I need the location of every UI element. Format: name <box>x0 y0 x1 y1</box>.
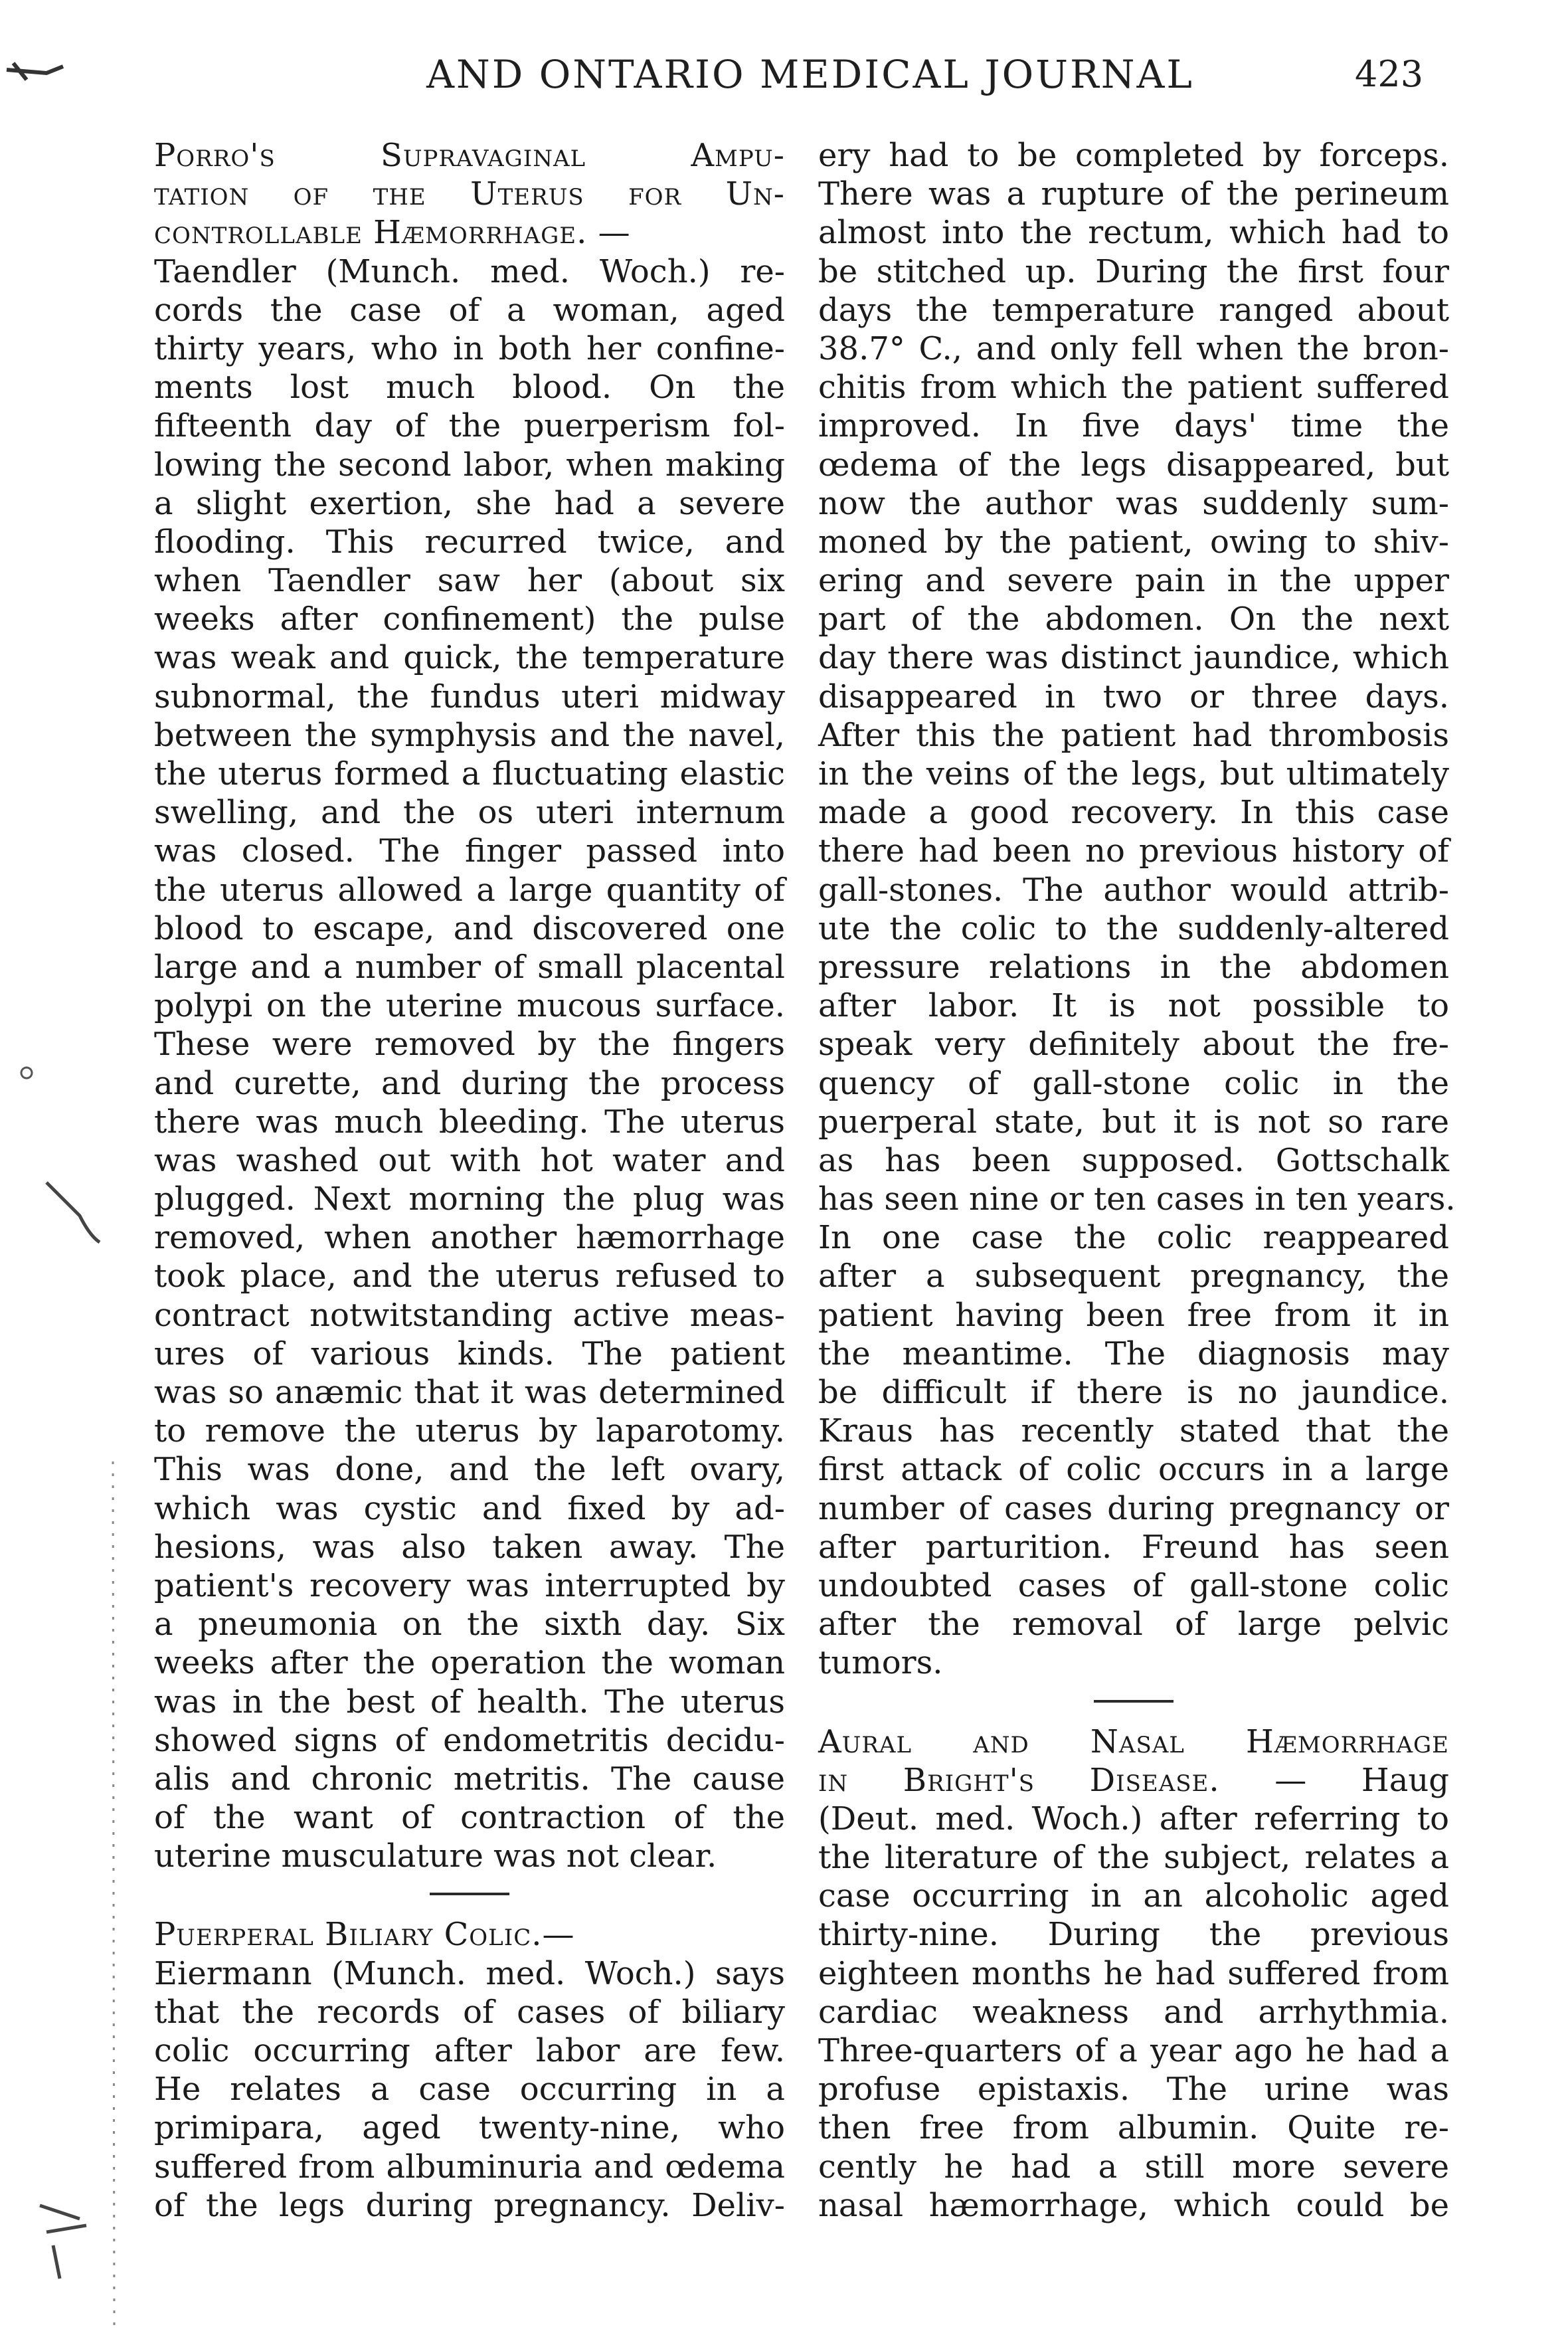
porro-body-line: ures of various kinds. The patient <box>154 1335 785 1372</box>
porro-body-line: plugged. Next morning the plug was <box>154 1180 785 1218</box>
porro-body-line: showed signs of endometritis decidu- <box>154 1721 785 1759</box>
scan-mark-dot <box>21 1068 32 1078</box>
article-author-haug: Haug <box>1361 1761 1449 1799</box>
porro-body-line: Taendler (Munch. med. Woch.) re- <box>154 252 785 290</box>
porro-body-line: was weak and quick, the temperature <box>154 639 785 677</box>
aural-nasal-body-line: thirty-nine. During the previous <box>818 1916 1449 1954</box>
biliary-colic-continued-line: Kraus has recently stated that the <box>818 1412 1449 1450</box>
aural-nasal-body-line: profuse epistaxis. The urine was <box>818 2071 1449 2109</box>
article-body-biliary-colic <box>154 1954 785 2225</box>
porro-body-line: These were removed by the fingers <box>154 1026 785 1064</box>
article-body-aural-nasal <box>818 1800 1449 2225</box>
porro-body-line: was closed. The finger passed into <box>154 832 785 870</box>
article-title-aural-nasal-line-1: Aural and Nasal Hæmorrhage <box>818 1723 1449 1760</box>
porro-body-line: was washed out with hot water and <box>154 1141 785 1179</box>
aural-nasal-body-line: nasal hæmorrhage, which could be <box>818 2186 1449 2224</box>
running-title: AND ONTARIO MEDICAL JOURNAL <box>426 52 1194 97</box>
page-number: 423 <box>1355 53 1424 95</box>
porro-body-line: cords the case of a woman, aged <box>154 291 785 329</box>
porro-body-line: the uterus allowed a large quantity of <box>154 871 785 909</box>
porro-body-line: took place, and the uterus refused to <box>154 1258 785 1295</box>
porro-body-line: swelling, and the os uteri internum <box>154 794 785 832</box>
porro-body-line: alis and chronic metritis. The cause <box>154 1760 785 1798</box>
biliary-colic-continued-line: After this the patient had thrombosis <box>818 716 1449 754</box>
biliary-colic-continued-line: after parturition. Freund has seen <box>818 1528 1449 1566</box>
biliary-colic-continued-line: gall-stones. The author would attrib- <box>818 871 1449 909</box>
biliary-colic-continued-line: days the temperature ranged about <box>818 291 1449 329</box>
biliary-colic-continued-line: part of the abdomen. On the next <box>818 601 1449 638</box>
porro-body-line: there was much bleeding. The uterus <box>154 1103 785 1141</box>
porro-body-line: weeks after the operation the woman <box>154 1644 785 1682</box>
biliary-colic-continued-line: 38.7° C., and only fell when the bron- <box>818 329 1449 367</box>
biliary-colic-continued-line: after the removal of large pelvic <box>818 1606 1449 1643</box>
biliary-colic-continued-line: disappeared in two or three days. <box>818 678 1449 715</box>
biliary-colic-continued-line: be stitched up. During the first four <box>818 252 1449 290</box>
biliary-colic-continued-line: made a good recovery. In this case <box>818 794 1449 832</box>
aural-nasal-body-line: (Deut. med. Woch.) after referring to <box>818 1800 1449 1837</box>
left-column <box>154 136 785 2225</box>
aural-nasal-body-line: then free from albumin. Quite re- <box>818 2109 1449 2147</box>
biliary-colic-body-line: Eiermann (Munch. med. Woch.) says <box>154 1954 785 1992</box>
porro-body-line: a pneumonia on the sixth day. Six <box>154 1606 785 1643</box>
porro-body-line: ments lost much blood. On the <box>154 369 785 407</box>
biliary-colic-continued-line: there had been no previous history of <box>818 832 1449 870</box>
biliary-colic-continued-line: number of cases during pregnancy or <box>818 1489 1449 1527</box>
scan-mark-top <box>7 63 63 80</box>
biliary-colic-continued-line: improved. In five days' time the <box>818 407 1449 445</box>
biliary-colic-continued-line: pressure relations in the abdomen <box>818 948 1449 986</box>
porro-body-line: and curette, and during the process <box>154 1064 785 1102</box>
scan-margin-noise <box>0 0 133 2347</box>
biliary-colic-body-line: He relates a case occurring in a <box>154 2071 785 2109</box>
porro-body-line: of the want of contraction of the <box>154 1799 785 1837</box>
scan-mark-squiggle <box>46 1182 100 1242</box>
section-divider <box>1094 1700 1174 1703</box>
biliary-colic-continued-line: chitis from which the patient suffered <box>818 369 1449 407</box>
biliary-colic-continued-line: after labor. It is not possible to <box>818 987 1449 1025</box>
article-title-biliary-colic: Puerperal Biliary Colic.— <box>154 1916 575 1954</box>
porro-body-line: hesions, was also taken away. The <box>154 1528 785 1566</box>
biliary-colic-continued-line: speak very definitely about the fre- <box>818 1026 1449 1064</box>
biliary-colic-body-line: primipara, aged twenty-nine, who <box>154 2109 785 2147</box>
porro-body-line: thirty years, who in both her confine- <box>154 329 785 367</box>
porro-body-line: was so anæmic that it was determined <box>154 1374 785 1411</box>
porro-body-line: when Taendler saw her (about six <box>154 562 785 600</box>
porro-body-line: which was cystic and fixed by ad- <box>154 1489 785 1527</box>
aural-nasal-body-line: the literature of the subject, relates a <box>818 1839 1449 1877</box>
biliary-colic-continued-line: puerperal state, but it is not so rare <box>818 1103 1449 1141</box>
biliary-colic-continued-line: In one case the colic reappeared <box>818 1219 1449 1257</box>
article-body-biliary-colic-continued <box>818 136 1456 1683</box>
biliary-colic-continued-line: ering and severe pain in the upper <box>818 562 1449 600</box>
biliary-colic-continued-line: in the veins of the legs, but ultimately <box>818 755 1449 793</box>
porro-body-line: flooding. This recurred twice, and <box>154 523 785 561</box>
porro-body-line: between the symphysis and the navel, <box>154 716 785 754</box>
article-title-porro-line-1: Porro's Supravaginal Ampu- <box>154 137 785 174</box>
porro-body-line: weeks after confinement) the pulse <box>154 601 785 638</box>
porro-body-line: patient's recovery was interrupted by <box>154 1566 785 1604</box>
article-body-porro <box>154 252 785 1876</box>
porro-body-line: subnormal, the fundus uteri midway <box>154 678 785 715</box>
aural-nasal-body-line: eighteen months he had suffered from <box>818 1954 1449 1992</box>
porro-body-line: This was done, and the left ovary, <box>154 1451 785 1489</box>
porro-body-line: removed, when another hæmorrhage <box>154 1219 785 1257</box>
porro-body-line: large and a number of small placental <box>154 948 785 986</box>
biliary-colic-body-line: that the records of cases of biliary <box>154 1993 785 2031</box>
porro-body-line: uterine musculature was not clear. <box>154 1837 717 1875</box>
article-title-aural-nasal-line-2 <box>818 1761 1449 1800</box>
biliary-colic-continued-line: as has been supposed. Gottschalk <box>818 1141 1449 1179</box>
biliary-colic-continued-line: the meantime. The diagnosis may <box>818 1335 1449 1372</box>
article-title-aural-nasal-text: in Bright's Disease. — <box>818 1761 1308 1799</box>
aural-nasal-body-line: cently he had a still more severe <box>818 2148 1449 2186</box>
aural-nasal-body-line: Three-quarters of a year ago he had a <box>818 2032 1449 2069</box>
aural-nasal-body-line: cardiac weakness and arrhythmia. <box>818 1993 1449 2031</box>
article-title-porro-line-3: controllable Hæmorrhage. — <box>154 214 631 252</box>
biliary-colic-body-line: colic occurring after labor are few. <box>154 2032 785 2069</box>
scan-dotted-edge <box>113 1461 114 2325</box>
porro-body-line: a slight exertion, she had a severe <box>154 484 785 522</box>
article-title-porro-line-2: tation of the Uterus for Un- <box>154 175 785 213</box>
biliary-colic-continued-line: undoubted cases of gall-stone colic <box>818 1566 1449 1604</box>
section-divider <box>430 1893 509 1895</box>
aural-nasal-body-line: case occurring in an alcoholic aged <box>818 1877 1449 1915</box>
biliary-colic-continued-line: now the author was suddenly sum- <box>818 484 1449 522</box>
biliary-colic-continued-line: ery had to be completed by forceps. <box>818 137 1449 174</box>
biliary-colic-continued-line: patient having been free from it in <box>818 1296 1449 1334</box>
porro-body-line: blood to escape, and discovered one <box>154 909 785 947</box>
scan-mark-bottom <box>40 2206 86 2279</box>
right-column <box>818 136 1456 2225</box>
porro-body-line: the uterus formed a fluctuating elastic <box>154 755 785 793</box>
biliary-colic-continued-line: There was a rupture of the perineum <box>818 175 1449 213</box>
biliary-colic-continued-line: tumors. <box>818 1644 943 1682</box>
biliary-colic-continued-line: after a subsequent pregnancy, the <box>818 1258 1449 1295</box>
biliary-colic-continued-line: first attack of colic occurs in a large <box>818 1451 1449 1489</box>
biliary-colic-continued-line: day there was distinct jaundice, which <box>818 639 1449 677</box>
biliary-colic-body-line: suffered from albuminuria and œdema <box>154 2148 785 2186</box>
biliary-colic-continued-line: almost into the rectum, which had to <box>818 214 1449 252</box>
biliary-colic-continued-line: be difficult if there is no jaundice. <box>818 1374 1449 1411</box>
biliary-colic-continued-line: has seen nine or ten cases in ten years. <box>818 1180 1456 1218</box>
porro-body-line: to remove the uterus by laparotomy. <box>154 1412 785 1450</box>
biliary-colic-continued-line: quency of gall-stone colic in the <box>818 1064 1449 1102</box>
porro-body-line: fifteenth day of the puerperism fol- <box>154 407 785 445</box>
biliary-colic-continued-line: œdema of the legs disappeared, but <box>818 446 1449 484</box>
biliary-colic-continued-line: ute the colic to the suddenly-altered <box>818 909 1449 947</box>
porro-body-line: polypi on the uterine mucous surface. <box>154 987 785 1025</box>
porro-body-line: lowing the second labor, when making <box>154 446 785 484</box>
porro-body-line: was in the best of health. The uterus <box>154 1683 785 1721</box>
porro-body-line: contract notwitstanding active meas- <box>154 1296 785 1334</box>
biliary-colic-continued-line: moned by the patient, owing to shiv- <box>818 523 1449 561</box>
biliary-colic-body-line: of the legs during pregnancy. Deliv- <box>154 2186 785 2224</box>
